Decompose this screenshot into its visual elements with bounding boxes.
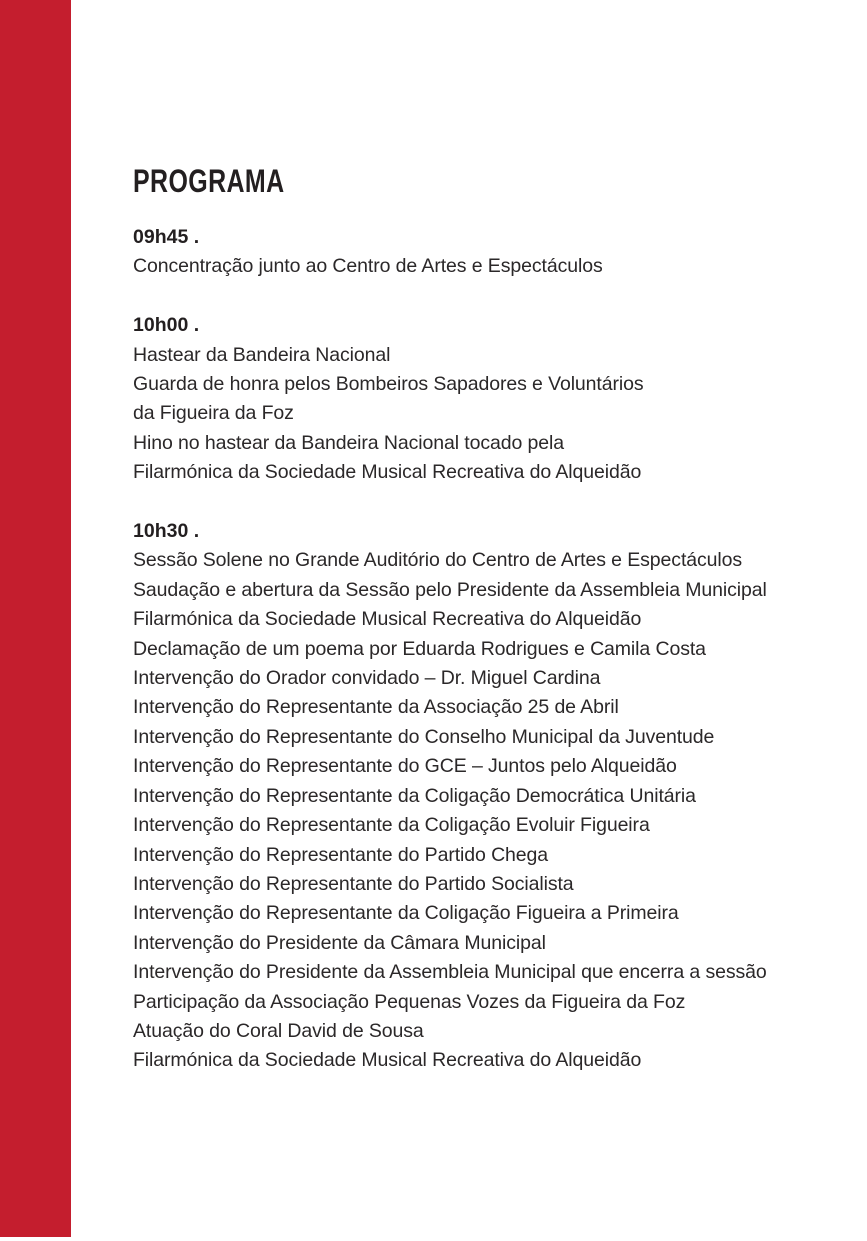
slot-line: Declamação de um poema por Eduarda Rodrigues e Camila Costa: [133, 637, 706, 660]
slot-line: Intervenção do Representante do Conselho Municipal da Juventude: [133, 725, 715, 748]
slot-time: 10h30 .: [133, 520, 200, 543]
slot-time: 10h00 .: [133, 314, 200, 337]
page-title-text: PROGRAMA: [133, 163, 285, 199]
slot-line: Intervenção do Representante da Coligação Democrática Unitária: [133, 784, 696, 807]
slot-line: Intervenção do Representante da Associação 25 de Abril: [133, 696, 619, 719]
slot-line: Hastear da Bandeira Nacional: [133, 343, 391, 366]
schedule-slot: [133, 311, 843, 487]
schedule-slot: [133, 223, 843, 282]
slot-line: Hino no hastear da Bandeira Nacional tocado pela: [133, 431, 564, 454]
page-title: [133, 0, 843, 199]
slot-line: Intervenção do Representante da Coligação Figueira a Primeira: [133, 902, 679, 925]
slot-line: Intervenção do Representante do GCE – Juntos pelo Alqueidão: [133, 755, 677, 778]
slot-line: Atuação do Coral David de Sousa: [133, 1019, 424, 1042]
slot-line: Saudação e abertura da Sessão pelo Presidente da Assembleia Municipal: [133, 578, 767, 601]
slot-line: Sessão Solene no Grande Auditório do Centro de Artes e Espectáculos: [133, 549, 743, 572]
slot-line: Participação da Associação Pequenas Vozes da Figueira da Foz: [133, 990, 686, 1013]
slot-line: Intervenção do Presidente da Assembleia Municipal que encerra a sessão: [133, 961, 767, 984]
slot-line: Intervenção do Representante do Partido Chega: [133, 843, 549, 866]
slot-line: Filarmónica da Sociedade Musical Recreativa do Alqueidão: [133, 1049, 642, 1072]
red-accent-bar: [0, 0, 71, 1237]
schedule-slot: [133, 517, 843, 1076]
slot-line: Intervenção do Representante da Coligação Evoluir Figueira: [133, 814, 650, 837]
slot-line: Filarmónica da Sociedade Musical Recreativa do Alqueidão: [133, 608, 642, 631]
slot-line: Intervenção do Presidente da Câmara Municipal: [133, 931, 546, 954]
slot-line: da Figueira da Foz: [133, 402, 294, 425]
slot-line: Intervenção do Orador convidado – Dr. Miguel Cardina: [133, 667, 601, 690]
program-content: [133, 0, 843, 1076]
slot-time: 09h45 .: [133, 226, 200, 248]
slot-line: Filarmónica da Sociedade Musical Recreativa do Alqueidão: [133, 461, 642, 484]
slot-line: Intervenção do Representante do Partido Socialista: [133, 872, 574, 895]
schedule-list: [133, 223, 843, 1076]
slot-line: Concentração junto ao Centro de Artes e Espectáculos: [133, 255, 603, 278]
slot-line: Guarda de honra pelos Bombeiros Sapadores e Voluntários: [133, 373, 644, 396]
